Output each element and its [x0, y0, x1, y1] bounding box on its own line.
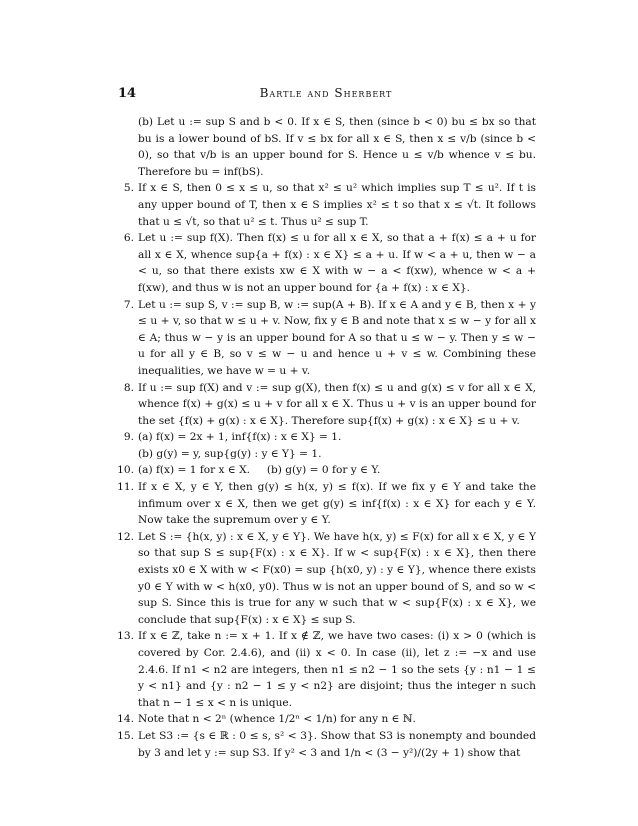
- exercise-item: [106, 479, 536, 529]
- item-number: 11.: [117, 481, 134, 494]
- item-text: If x ∈ S, then 0 ≤ x ≤ u, so that x² ≤ u² which implies sup T ≤ u². If t is any upper bound of T, then x ∈ S implies x² ≤ t so that x ≤ √t. It follows that u ≤ √t, so that u² ≤ t. Thus u² ≤ sup T.: [138, 182, 536, 228]
- item-text: Let u := sup S, v := sup B, w := sup(A + B). If x ∈ A and y ∈ B, then x + y ≤ u + v, so that w ≤ u + v. Now, fix y ∈ B and note that x ≤ w − y for all x ∈ A; thus w − y is an upper bound for A so that u ≤ w − y. Then y ≤ w − u for all y ∈ B, so v ≤ w − u and hence u + v ≤ w. Combining these inequalities, we have w = u + v.: [138, 298, 536, 377]
- intro-paragraph: [106, 114, 536, 180]
- item-text: Let u := sup f(X). Then f(x) ≤ u for all x ∈ X, so that a + f(x) ≤ a + u for all x ∈ X, whence sup{a + f(x) : x ∈ X} ≤ a + u. If w < a + u, then w − a < u, so that there exists xw ∈ X with w − a < f(xw), whence w < a + f(xw), and thus w is not an upper bound for {a + f(x) : x ∈ X}.: [138, 232, 536, 294]
- item-subtext: (b) g(y) = y, sup{g(y) : y ∈ Y} = 1.: [138, 447, 322, 460]
- page-body: [106, 114, 536, 761]
- item-text: (a) f(x) = 2x + 1, inf{f(x) : x ∈ X} = 1.: [138, 431, 342, 444]
- item-number: 14.: [117, 713, 134, 726]
- exercise-item: [106, 429, 536, 462]
- exercise-item: [106, 529, 536, 629]
- exercise-item: [106, 628, 536, 711]
- exercise-item: [106, 297, 536, 380]
- item-number: 10.: [117, 464, 134, 477]
- item-number: 8.: [123, 381, 134, 394]
- item-number: 15.: [117, 729, 134, 742]
- exercise-item: [106, 230, 536, 296]
- item-text: Let S3 := {s ∈ ℝ : 0 ≤ s, s² < 3}. Show that S3 is nonempty and bounded by 3 and let y := sup S3. If y² < 3 and 1/n < (3 − y²)/(2y + 1) show that: [138, 729, 536, 759]
- item-number: 6.: [123, 232, 134, 245]
- item-number: 9.: [123, 431, 134, 444]
- exercise-item: [106, 462, 536, 479]
- item-text: If x ∈ ℤ, take n := x + 1. If x ∉ ℤ, we have two cases: (i) x > 0 (which is covered by Cor. 2.4.6), and (ii) x < 0. In case (ii), let z := −x and use 2.4.6. If n1 < n2 are integers, then n1 ≤ n2 − 1 so the sets {y : n1 − 1 ≤ y < n1} and {y : n2 − 1 ≤ y < n2} are disjoint; thus the integer n such that n − 1 ≤ x < n is unique.: [138, 630, 536, 709]
- item-text: If u := sup f(X) and v := sup g(X), then f(x) ≤ u and g(x) ≤ v for all x ∈ X, whence f(x) + g(x) ≤ u + v for all x ∈ X. Thus u + v is an upper bound for the set {f(x) + g(x) : x ∈ X}. Therefore sup{f(x) + g(x) : x ∈ X} ≤ u + v.: [138, 381, 536, 427]
- item-text: (a) f(x) = 1 for x ∈ X. (b) g(y) = 0 for y ∈ Y.: [138, 464, 381, 477]
- item-number: 7.: [123, 298, 134, 311]
- item-number: 13.: [117, 630, 134, 643]
- exercise-item: [106, 711, 536, 728]
- exercise-item: [106, 380, 536, 430]
- page-header: [118, 86, 534, 104]
- item-text: Let S := {h(x, y) : x ∈ X, y ∈ Y}. We have h(x, y) ≤ F(x) for all x ∈ X, y ∈ Y so that sup S ≤ sup{F(x) : x ∈ X}. If w < sup{F(x) : x ∈ X}, then there exists x0 ∈ X with w < F(x0) = sup {h(x0, y) : y ∈ Y}, whence there exists y0 ∈ Y with w < h(x0, y0). Thus w is not an upper bound of S, and so w < sup S. Since this is true for any w such that w < sup{F(x) : x ∈ X}, we conclude that sup{F(x) : x ∈ X} ≤ sup S.: [138, 530, 536, 626]
- page-number: 14: [118, 86, 137, 101]
- item-text: If x ∈ X, y ∈ Y, then g(y) ≤ h(x, y) ≤ f(x). If we fix y ∈ Y and take the infimum over x ∈ X, then we get g(y) ≤ inf{f(x) : x ∈ X} for each y ∈ Y. Now take the supremum over y ∈ Y.: [138, 481, 536, 527]
- item-number: 12.: [117, 530, 134, 543]
- exercise-item: [106, 180, 536, 230]
- item-number: 5.: [123, 182, 134, 195]
- intro-text: (b) Let u := sup S and b < 0. If x ∈ S, then (since b < 0) bu ≤ bx so that bu is a lower bound of bS. If v ≤ bx for all x ∈ S, then x ≤ v/b (since b < 0), so that v/b is an upper bound for S. Hence u ≤ v/b whence v ≤ bu. Therefore bu = inf(bS).: [138, 116, 536, 178]
- running-title: Bartle and Sherbert: [259, 86, 393, 100]
- item-text: Note that n < 2ⁿ (whence 1/2ⁿ < 1/n) for any n ∈ ℕ.: [138, 713, 416, 726]
- exercise-item: [106, 728, 536, 761]
